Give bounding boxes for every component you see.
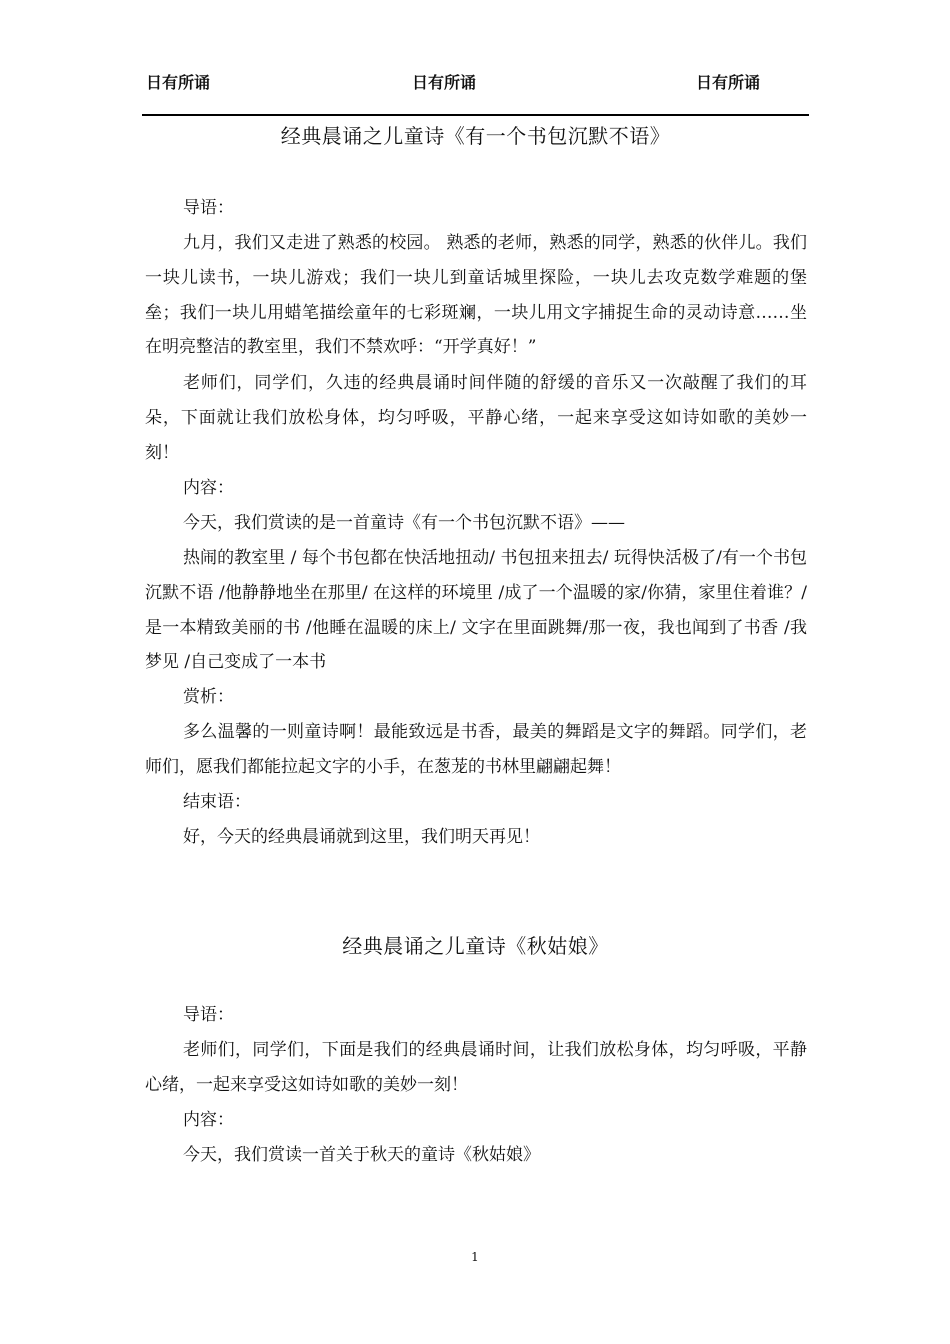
page-number: 1 xyxy=(471,1250,479,1264)
section-1-guide-paragraph-2: 老师们，同学们，久违的经典晨诵时间伴随的舒缓的音乐又一次敲醒了我们的耳朵，下面就让我们放松身体，均匀呼吸，平静心绪，一起来享受这如诗如歌的美妙一刻！ xyxy=(145,373,807,463)
section-2-content-intro: 今天，我们赏读一首关于秋天的童诗《秋姑娘》 xyxy=(183,1145,540,1165)
section-1-content-intro: 今天，我们赏读的是一首童诗《有一个书包沉默不语》—— xyxy=(183,513,625,533)
section-1-closing: 好，今天的经典晨诵就到这里，我们明天再见！ xyxy=(183,827,540,847)
section-1-guide-paragraph-1: 九月，我们又走进了熟悉的校园。 熟悉的老师，熟悉的同学，熟悉的伙伴儿。我们一块儿读书，一块儿游戏；我们一块儿到童话城里探险，一块儿去攻克数学难题的堡垒；我们一块儿用蜡笔描绘童年的七彩斑斓，一块儿用文字捕捉生命的灵动诗意……坐在明亮整洁的教室里，我们不禁欢呼：“开学真好！” xyxy=(145,233,807,358)
section-2-guide-paragraph-1: 老师们，同学们，下面是我们的经典晨诵时间，让我们放松身体，均匀呼吸，平静心绪，一起来享受这如诗如歌的美妙一刻！ xyxy=(145,1040,807,1095)
section-1-analysis: 多么温馨的一则童诗啊！最能致远是书香，最美的舞蹈是文字的舞蹈。同学们，老师们，愿我们都能拉起文字的小手，在葱茏的书林里翩翩起舞！ xyxy=(145,722,807,777)
section-1-title: 经典晨诵之儿童诗《有一个书包沉默不语》 xyxy=(280,124,671,148)
header-text-left: 日有所诵 xyxy=(146,73,211,92)
header-text-center: 日有所诵 xyxy=(412,73,477,92)
section-1-content-label: 内容： xyxy=(183,478,234,498)
page-header xyxy=(142,66,809,96)
header-rule xyxy=(142,114,809,116)
section-2-content-label: 内容： xyxy=(183,1110,234,1130)
section-2-title: 经典晨诵之儿童诗《秋姑娘》 xyxy=(342,934,609,958)
header-text-right: 日有所诵 xyxy=(696,73,761,92)
section-1-analysis-label: 赏析： xyxy=(183,687,234,707)
section-1-guide-label: 导语： xyxy=(183,198,234,218)
section-2-guide-label: 导语： xyxy=(183,1005,234,1025)
section-1-closing-label: 结束语： xyxy=(183,792,251,812)
section-1-poem: 热闹的教室里 / 每个书包都在快活地扭动/ 书包扭来扭去/ 玩得快活极了/有一个书包沉默不语 /他静静地坐在那里/ 在这样的环境里 /成了一个温暖的家/你猜，家里住着谁？/是一本精致美丽的书 /他睡在温暖的床上/ 文字在里面跳舞/那一夜，我也闻到了书香 /我梦见 /自己变成了一本书 xyxy=(145,548,807,673)
